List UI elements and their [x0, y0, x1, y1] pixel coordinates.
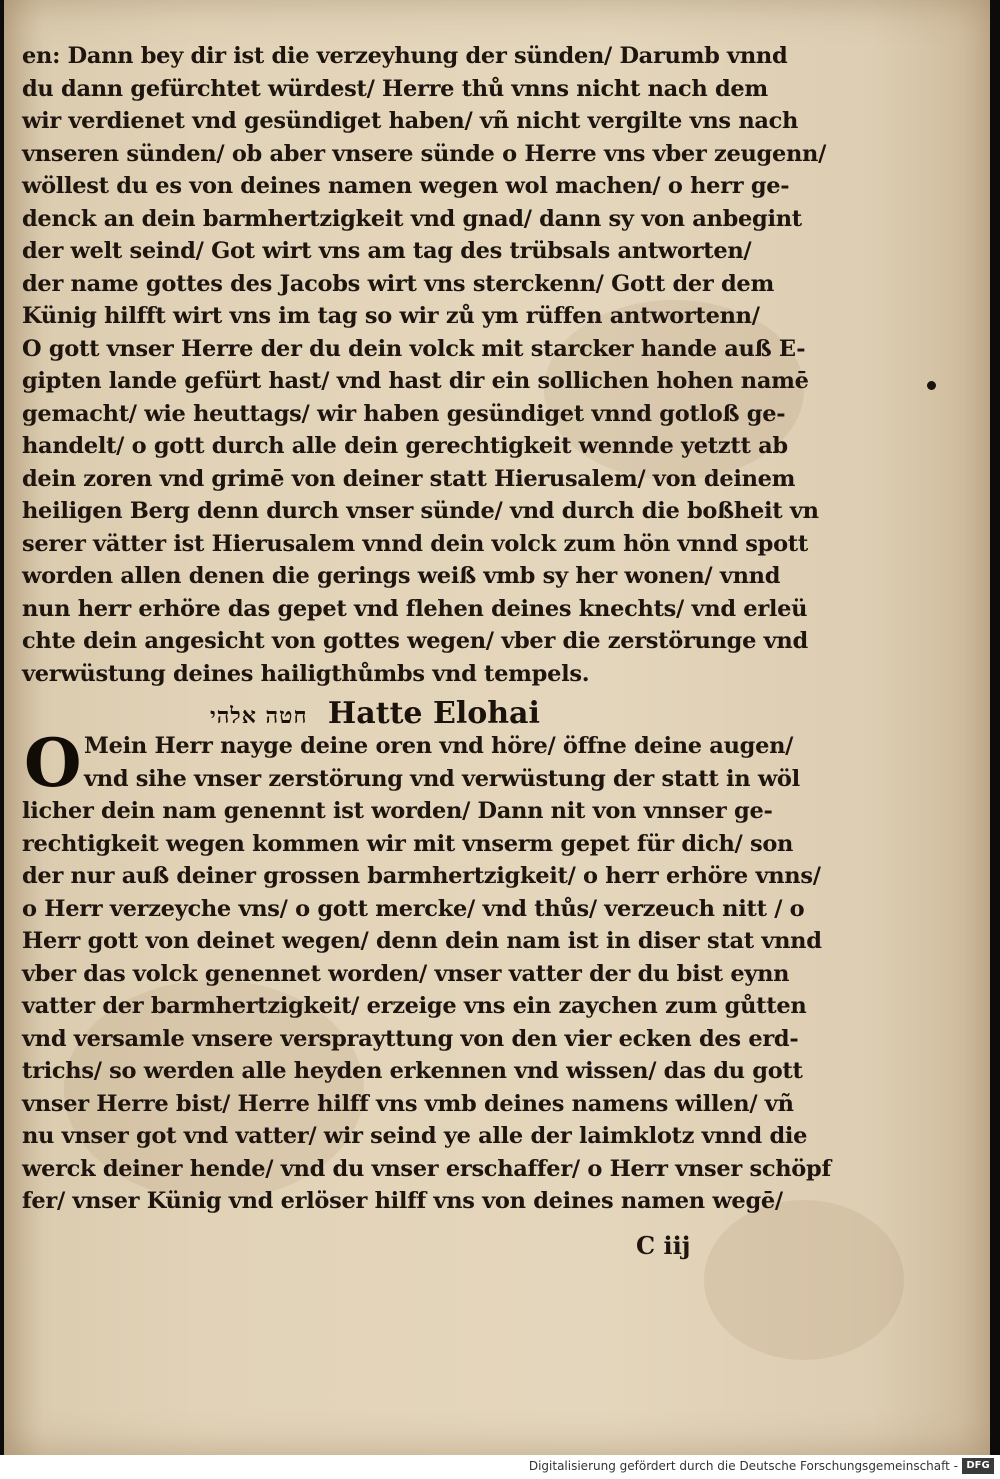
- footer-credit: Digitalisierung gefördert durch die Deutsche Forschungsgemeinschaft -: [528, 1459, 958, 1473]
- text-line: verwüstung deines hailigthůmbs vnd tempels.: [22, 660, 590, 687]
- margin-dot: [927, 381, 936, 390]
- heading-hebrew: חטה אלהי: [210, 703, 308, 729]
- text-line: der name gottes des Jacobs wirt vns sterckenn/ Gott der dem: [22, 270, 774, 297]
- text-line: rechtigkeit wegen kommen wir mit vnserm gepet für dich/ son: [22, 830, 794, 857]
- text-line: dein zoren vnd grimē von deiner statt Hierusalem/ von deinem: [22, 465, 796, 492]
- text-line: du dann gefürchtet würdest/ Herre thů vnns nicht nach dem: [22, 75, 768, 102]
- text-line: vnser Herre bist/ Herre hilff vns vmb deines namens willen/ vñ: [22, 1090, 794, 1117]
- paper-stain: [704, 1200, 904, 1360]
- dfg-logo: DFG: [962, 1458, 994, 1474]
- lower-text-block: [22, 724, 831, 1218]
- text-line: vnd sihe vnser zerstörung vnd verwüstung der statt in wöl: [84, 765, 800, 792]
- text-line: en: Dann bey dir ist die verzeyhung der sünden/ Darumb vnnd: [22, 43, 788, 69]
- text-line: serer vätter ist Hierusalem vnnd dein volck zum hön vnnd spott: [22, 530, 808, 557]
- text-line: o Herr verzeyche vns/ o gott mercke/ vnd thůs/ verzeuch nitt / o: [22, 895, 805, 922]
- heading-latin: Hatte Elohai: [327, 696, 540, 731]
- text-line: handelt/ o gott durch alle dein gerechtigkeit wennde yetztt ab: [22, 433, 788, 459]
- text-line: der welt seind/ Got wirt vns am tag des trübsals antworten/: [22, 238, 752, 264]
- text-line: wir verdienet vnd gesündiget haben/ vñ nicht vergilte vns nach: [22, 108, 799, 134]
- text-line: Künig hilfft wirt vns im tag so wir zů ym rüffen antwortenn/: [22, 303, 760, 329]
- text-line: licher dein nam genennt ist worden/ Dann nit von vnnser ge-: [22, 798, 773, 824]
- text-line: werck deiner hende/ vnd du vnser erschaffer/ o Herr vnser schöpf: [22, 1155, 831, 1182]
- text-line: nun herr erhöre das gepet vnd flehen deines knechts/ vnd erleü: [22, 595, 808, 622]
- text-line: chte dein angesicht von gottes wegen/ vber die zerstörunge vnd: [22, 628, 808, 654]
- text-line: vnseren sünden/ ob aber vnsere sünde o Herre vns vber zeugenn/: [22, 140, 827, 167]
- text-line: heiligen Berg denn durch vnser sünde/ vnd durch die boßheit vn: [22, 498, 819, 524]
- text-line: der nur auß deiner grossen barmhertzigkeit/ o herr erhöre vnns/: [22, 863, 821, 889]
- text-line: vber das volck genennet worden/ vnser vatter der du bist eynn: [22, 960, 790, 987]
- drop-capital: O: [24, 724, 82, 802]
- upper-text-block: [22, 40, 827, 690]
- text-line: gipten lande gefürt hast/ vnd hast dir ein sollichen hohen namē: [22, 368, 809, 394]
- text-line: vatter der barmhertzigkeit/ erzeige vns ein zaychen zum gůtten: [22, 993, 807, 1019]
- text-line: fer/ vnser Künig vnd erlöser hilff vns von deines namen wegē/: [22, 1188, 783, 1214]
- footer-bar: [0, 1455, 1000, 1479]
- text-line: vnd versamle vnsere versprayttung von den vier ecken des erd-: [22, 1025, 799, 1052]
- text-line: denck an dein barmhertzigkeit vnd gnad/ dann sy von anbegint: [22, 205, 802, 232]
- text-line: wöllest du es von deines namen wegen wol machen/ o herr ge-: [22, 173, 790, 199]
- text-line: trichs/ so werden alle heyden erkennen vnd wissen/ das du gott: [22, 1058, 803, 1084]
- text-line: O gott vnser Herre der du dein volck mit starcker hande auß E-: [22, 335, 806, 362]
- signature-mark: C iij: [636, 1231, 691, 1260]
- text-line-content: Mein Herr nayge deine oren vnd höre/ öffne deine augen/: [84, 733, 794, 759]
- text-line: worden allen denen die gerings weiß vmb sy her wonen/ vnnd: [22, 563, 781, 589]
- text-line: nu vnser got vnd vatter/ wir seind ye alle der laimklotz vnnd die: [22, 1123, 808, 1149]
- text-line: Herr gott von deinet wegen/ denn dein nam ist in diser stat vnnd: [22, 928, 822, 954]
- text-line: gemacht/ wie heuttags/ wir haben gesündiget vnnd gotloß ge-: [22, 400, 786, 427]
